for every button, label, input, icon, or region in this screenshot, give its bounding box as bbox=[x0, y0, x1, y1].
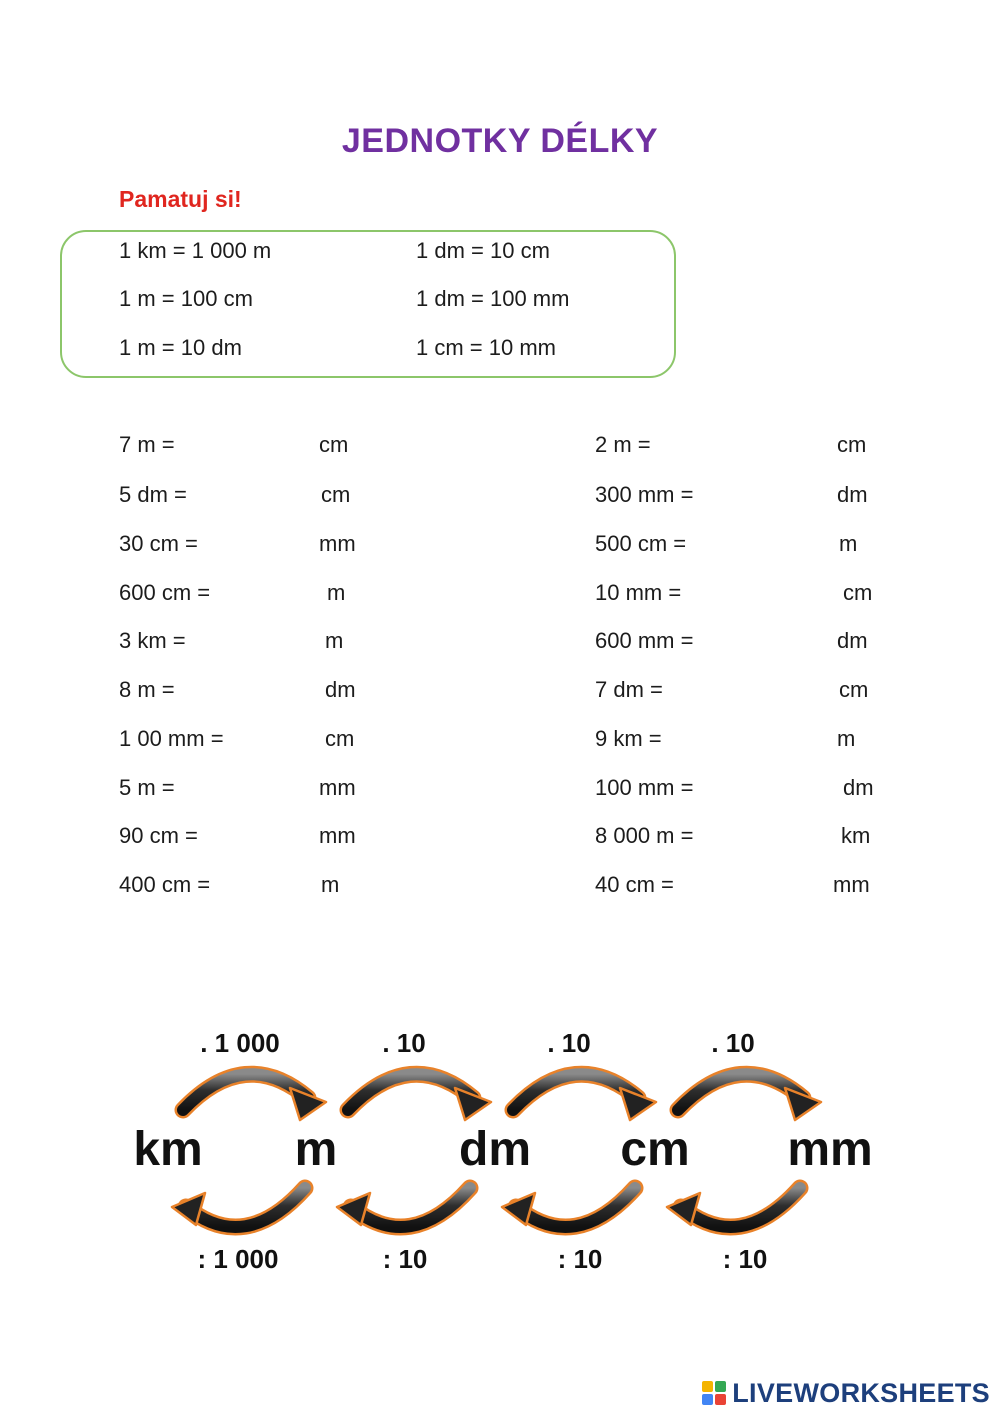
logo-block bbox=[715, 1394, 726, 1405]
exercise-unit: mm bbox=[319, 531, 356, 556]
divisor-label: : 10 bbox=[722, 1244, 768, 1274]
exercise-unit: m bbox=[839, 531, 858, 556]
logo-block bbox=[702, 1394, 713, 1405]
answer-input[interactable] bbox=[705, 530, 789, 558]
exercise-question: 7 m = bbox=[119, 432, 175, 457]
answer-input[interactable] bbox=[710, 481, 794, 509]
multiplier-label: . 10 bbox=[382, 1028, 426, 1058]
exercise-unit: cm bbox=[325, 726, 355, 751]
exercise-unit: mm bbox=[833, 872, 870, 897]
answer-input[interactable] bbox=[710, 627, 794, 655]
answer-input[interactable] bbox=[210, 481, 294, 509]
multiply-arrow-icon bbox=[348, 1074, 491, 1120]
divide-arrow-icon bbox=[172, 1188, 305, 1227]
multiplier-label: . 10 bbox=[711, 1028, 755, 1058]
exercise-question: 7 dm = bbox=[595, 677, 663, 702]
exercise-unit: km bbox=[841, 823, 871, 848]
rule-text: 1 cm = 10 mm bbox=[416, 335, 556, 360]
exercise-unit: cm bbox=[843, 580, 873, 605]
exercise-question: 3 km = bbox=[119, 628, 186, 653]
answer-input[interactable] bbox=[700, 431, 784, 459]
exercise-unit: dm bbox=[837, 628, 868, 653]
answer-input[interactable] bbox=[210, 627, 294, 655]
unit-label: cm bbox=[620, 1123, 690, 1176]
exercise-unit: mm bbox=[319, 775, 356, 800]
exercise-question: 1 00 mm = bbox=[119, 726, 224, 751]
answer-input[interactable] bbox=[700, 725, 784, 753]
answer-input[interactable] bbox=[710, 774, 794, 802]
exercise-question: 5 dm = bbox=[119, 482, 187, 507]
multiply-arrow-icon bbox=[513, 1074, 656, 1120]
exercise-question: 9 km = bbox=[595, 726, 662, 751]
multiply-arrow-icon bbox=[678, 1074, 821, 1120]
answer-input[interactable] bbox=[238, 725, 322, 753]
exercise-unit: m bbox=[325, 628, 344, 653]
unit-label: dm bbox=[459, 1123, 531, 1176]
unit-label: m bbox=[294, 1123, 338, 1176]
answer-input[interactable] bbox=[700, 871, 784, 899]
divisor-label: : 10 bbox=[557, 1244, 603, 1274]
remember-label: Pamatuj si! bbox=[119, 186, 242, 212]
unit-label: mm bbox=[787, 1123, 873, 1176]
answer-input[interactable] bbox=[226, 871, 310, 899]
exercise-question: 400 cm = bbox=[119, 872, 211, 897]
answer-input[interactable] bbox=[700, 676, 784, 704]
rule-text: 1 m = 10 dm bbox=[119, 335, 242, 360]
answer-input[interactable] bbox=[226, 579, 310, 607]
exercise-unit: cm bbox=[837, 432, 867, 457]
exercise-question: 30 cm = bbox=[119, 531, 198, 556]
exercise-question: 40 cm = bbox=[595, 872, 674, 897]
exercise-question: 500 cm = bbox=[595, 531, 687, 556]
exercise-unit: dm bbox=[837, 482, 868, 507]
answer-input[interactable] bbox=[214, 530, 298, 558]
divisor-label: : 10 bbox=[382, 1244, 428, 1274]
answer-input[interactable] bbox=[705, 579, 789, 607]
answer-input[interactable] bbox=[710, 822, 794, 850]
exercise-unit: mm bbox=[319, 823, 356, 848]
exercise-unit: cm bbox=[839, 677, 869, 702]
exercise-question: 90 cm = bbox=[119, 823, 198, 848]
answer-input[interactable] bbox=[214, 822, 298, 850]
exercise-unit: dm bbox=[843, 775, 874, 800]
unit-label: km bbox=[133, 1123, 203, 1176]
logo-block bbox=[702, 1381, 713, 1392]
brand-name: LIVEWORKSHEETS bbox=[732, 1377, 990, 1408]
exercise-question: 5 m = bbox=[119, 775, 175, 800]
answer-input[interactable] bbox=[210, 774, 294, 802]
exercise-question: 100 mm = bbox=[595, 775, 694, 800]
rule-text: 1 dm = 10 cm bbox=[416, 238, 550, 263]
multiplier-label: . 10 bbox=[547, 1028, 591, 1058]
exercise-unit: dm bbox=[325, 677, 356, 702]
exercise-unit: m bbox=[837, 726, 856, 751]
exercise-question: 10 mm = bbox=[595, 580, 682, 605]
multiplier-label: . 1 000 bbox=[200, 1028, 280, 1058]
answer-input[interactable] bbox=[210, 676, 294, 704]
divide-arrow-icon bbox=[337, 1188, 470, 1227]
exercise-question: 8 000 m = bbox=[595, 823, 694, 848]
answer-input[interactable] bbox=[210, 431, 294, 459]
exercise-unit: cm bbox=[321, 482, 351, 507]
exercise-unit: m bbox=[327, 580, 346, 605]
logo-blocks-icon bbox=[702, 1381, 726, 1405]
exercise-question: 300 mm = bbox=[595, 482, 694, 507]
exercise-unit: cm bbox=[319, 432, 349, 457]
logo-block bbox=[715, 1381, 726, 1392]
divisor-label: : 1 000 bbox=[197, 1244, 279, 1274]
multiply-arrow-icon bbox=[183, 1074, 326, 1120]
divide-arrow-icon bbox=[667, 1188, 800, 1227]
conversion-diagram bbox=[0, 1010, 1000, 1300]
rule-text: 1 m = 100 cm bbox=[119, 286, 253, 311]
rule-text: 1 dm = 100 mm bbox=[416, 286, 570, 311]
liveworksheets-logo bbox=[702, 1376, 990, 1410]
exercise-unit: m bbox=[321, 872, 340, 897]
rule-text: 1 km = 1 000 m bbox=[119, 238, 272, 263]
exercise-question: 8 m = bbox=[119, 677, 175, 702]
exercise-question: 600 cm = bbox=[119, 580, 211, 605]
exercise-question: 600 mm = bbox=[595, 628, 694, 653]
divide-arrow-icon bbox=[502, 1188, 635, 1227]
page-title: JEDNOTKY DÉLKY bbox=[341, 122, 659, 160]
exercise-question: 2 m = bbox=[595, 432, 651, 457]
